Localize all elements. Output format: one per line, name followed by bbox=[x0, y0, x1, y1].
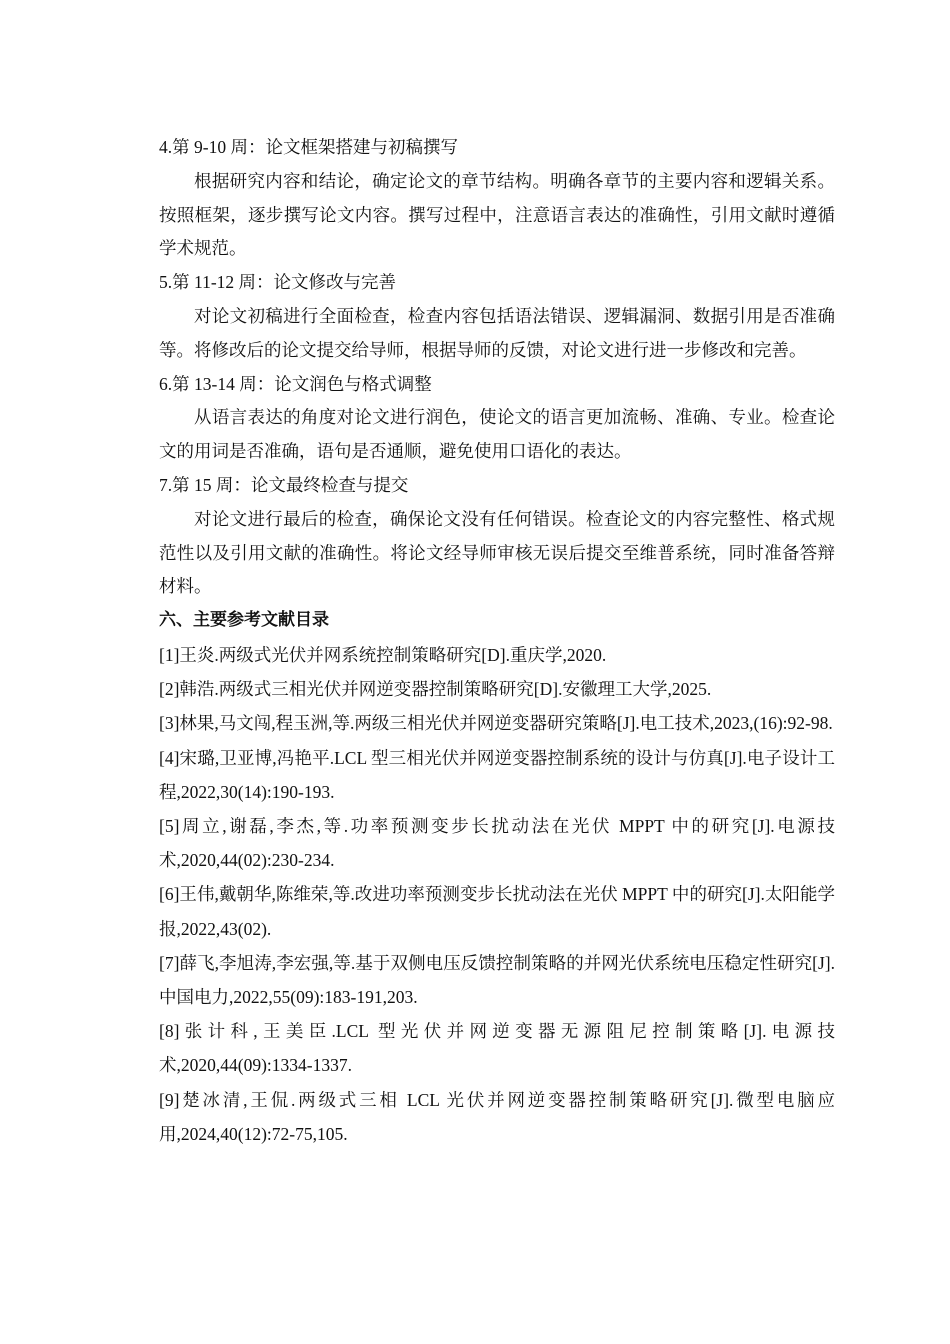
schedule-body-week-13-14: 从语言表达的角度对论文进行润色，使论文的语言更加流畅、准确、专业。检查论文的用词是否准确，语句是否通顺，避免使用口语化的表达。 bbox=[159, 407, 835, 462]
schedule-heading-week-9-10: 4.第 9-10 周：论文框架搭建与初稿撰写 bbox=[159, 137, 458, 157]
references-section-title: 六、主要参考文献目录 bbox=[159, 610, 329, 631]
reference-item-6: [6]王伟,戴朝华,陈维荣,等.改进功率预测变步长扰动法在光伏 MPPT 中的研究[J].太阳能学报,2022,43(02). bbox=[159, 884, 835, 939]
reference-item-2: [2]韩浩.两级式三相光伏并网逆变器控制策略研究[D].安徽理工大学,2025. bbox=[159, 679, 712, 700]
schedule-heading-week-11-12: 5.第 11-12 周：论文修改与完善 bbox=[159, 272, 397, 293]
reference-item-4: [4]宋璐,卫亚博,冯艳平.LCL 型三相光伏并网逆变器控制系统的设计与仿真[J].电子设计工程,2022,30(14):190-193. bbox=[159, 747, 835, 802]
reference-item-9: [9]楚冰清,王侃.两级式三相 LCL 光伏并网逆变器控制策略研究[J].微型电脑应用,2024,40(12):72-75,105. bbox=[159, 1089, 835, 1144]
schedule-heading-week-13-14: 6.第 13-14 周：论文润色与格式调整 bbox=[159, 373, 432, 394]
reference-item-8: [8]张计科,王美臣.LCL 型光伏并网逆变器无源阻尼控制策略[J].电源技术,2020,44(09):1334-1337. bbox=[159, 1021, 835, 1076]
schedule-heading-week-15: 7.第 15 周：论文最终检查与提交 bbox=[159, 474, 409, 495]
document-body bbox=[159, 131, 835, 1151]
schedule-body-week-9-10: 根据研究内容和结论，确定论文的章节结构。明确各章节的主要内容和逻辑关系。按照框架，逐步撰写论文内容。撰写过程中，注意语言表达的准确性，引用文献时遵循学术规范。 bbox=[159, 170, 835, 259]
schedule-body-week-15: 对论文进行最后的检查，确保论文没有任何错误。检查论文的内容完整性、格式规范性以及引用文献的准确性。将论文经导师审核无误后提交至维普系统，同时准备答辩材料。 bbox=[159, 508, 835, 597]
reference-item-1: [1]王炎.两级式光伏并网系统控制策略研究[D].重庆学,2020. bbox=[159, 644, 607, 665]
reference-item-3: [3]林果,马文闯,程玉洲,等.两级三相光伏并网逆变器研究策略[J].电工技术,2023,(16):92-98. bbox=[159, 713, 833, 734]
reference-item-7: [7]薛飞,李旭涛,李宏强,等.基于双侧电压反馈控制策略的并网光伏系统电压稳定性研究[J].中国电力,2022,55(09):183-191,203. bbox=[159, 952, 835, 1007]
schedule-body-week-11-12: 对论文初稿进行全面检查，检查内容包括语法错误、逻辑漏洞、数据引用是否准确等。将修改后的论文提交给导师，根据导师的反馈，对论文进行进一步修改和完善。 bbox=[159, 305, 835, 360]
reference-item-5: [5]周立,谢磊,李杰,等.功率预测变步长扰动法在光伏 MPPT 中的研究[J].电源技术,2020,44(02):230-234. bbox=[159, 815, 835, 871]
